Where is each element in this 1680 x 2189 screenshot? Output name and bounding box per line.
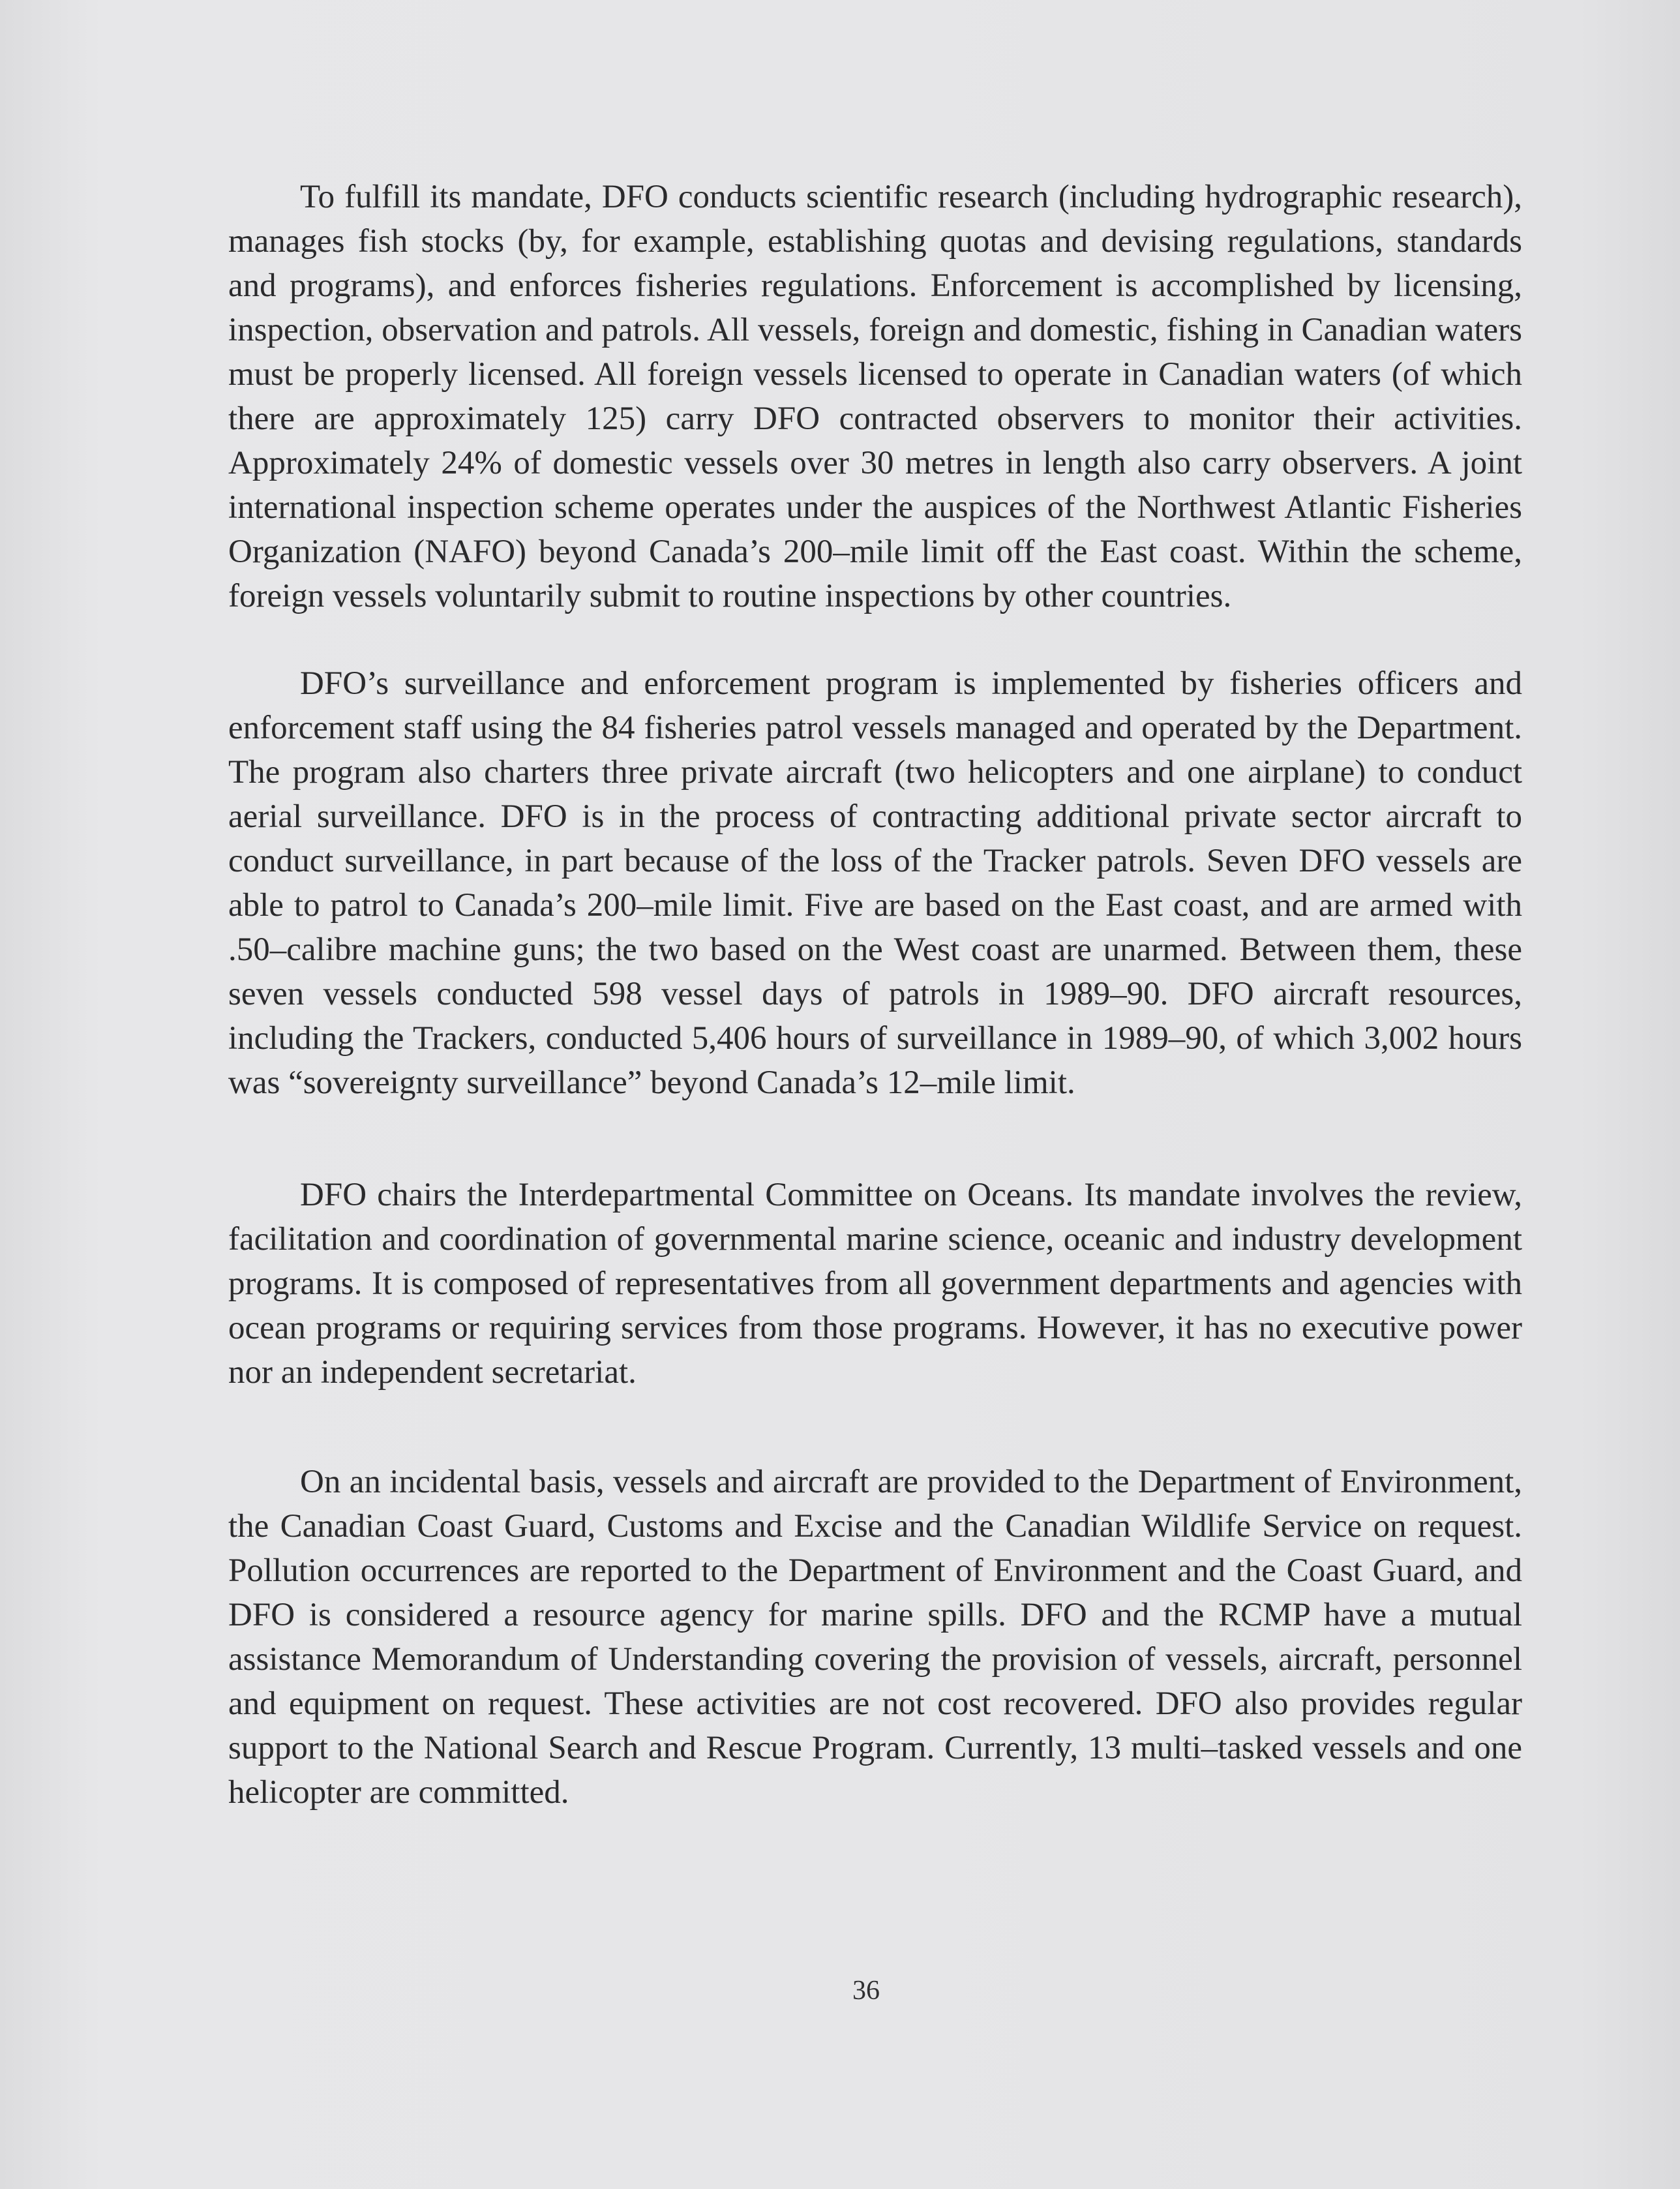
paragraph-incidental-support: On an incidental basis, vessels and aircraft are provided to the Department of Environment, the Canadian Coast Guard, Customs and Excise and the Canadian Wildlife Service on request. Pollution occurrences are reported to the Department of Environment and the Coast Guard, and DFO is considered a resource agency for marine spills. DFO and the RCMP have a mutual assistance Memorandum of Understanding covering the provision of vessels, aircraft, personnel and equipment on request. These activities are not cost recovered. DFO also provides regular support to the National Search and Rescue Program. Currently, 13 multi–tasked vessels and one helicopter are committed. <box>228 1464 1522 1811</box>
paragraph-committee: DFO chairs the Interdepartmental Committee on Oceans. Its mandate involves the review, facilitation and coordination of governmental marine science, oceanic and industry development programs. It is composed of representatives from all government departments and agencies with ocean programs or requiring services from those programs. However, it has no executive power nor an independent secretariat. <box>228 1177 1522 1391</box>
page-number: 36 <box>852 1976 880 2006</box>
paragraph-surveillance: DFO’s surveillance and enforcement program is implemented by fisheries officers and enforcement staff using the 84 fisheries patrol vessels managed and operated by the Department. The program also charters three private aircraft (two helicopters and one airplane) to conduct aerial surveillance. DFO is in the process of contracting additional private sector aircraft to conduct surveillance, in part because of the loss of the Tracker patrols. Seven DFO vessels are able to patrol to Canada’s 200–mile limit. Five are based on the East coast, and are armed with .50–calibre machine guns; the two based on the West coast are unarmed. Between them, these seven vessels conducted 598 vessel days of patrols in 1989–90. DFO aircraft resources, including the Trackers, conducted 5,406 hours of surveillance in 1989–90, of which 3,002 hours was “sovereignty surveillance” beyond Canada’s 12–mile limit. <box>228 665 1522 1101</box>
paragraph-mandate: To fulfill its mandate, DFO conducts scientific research (including hydrographic research), manages fish stocks (by, for example, establishing quotas and devising regulations, standards and programs), and enforces fisheries regulations. Enforcement is accomplished by licensing, inspection, observation and patrols. All vessels, foreign and domestic, fishing in Canadian waters must be properly licensed. All foreign vessels licensed to operate in Canadian waters (of which there are approximately 125) carry DFO contracted observers to monitor their activities. Approximately 24% of domestic vessels over 30 metres in length also carry observers. A joint international inspection scheme operates under the auspices of the Northwest Atlantic Fisheries Organization (NAFO) beyond Canada’s 200–mile limit off the East coast. Within the scheme, foreign vessels voluntarily submit to routine inspections by other countries. <box>228 179 1522 614</box>
body-text <box>228 175 1522 1815</box>
